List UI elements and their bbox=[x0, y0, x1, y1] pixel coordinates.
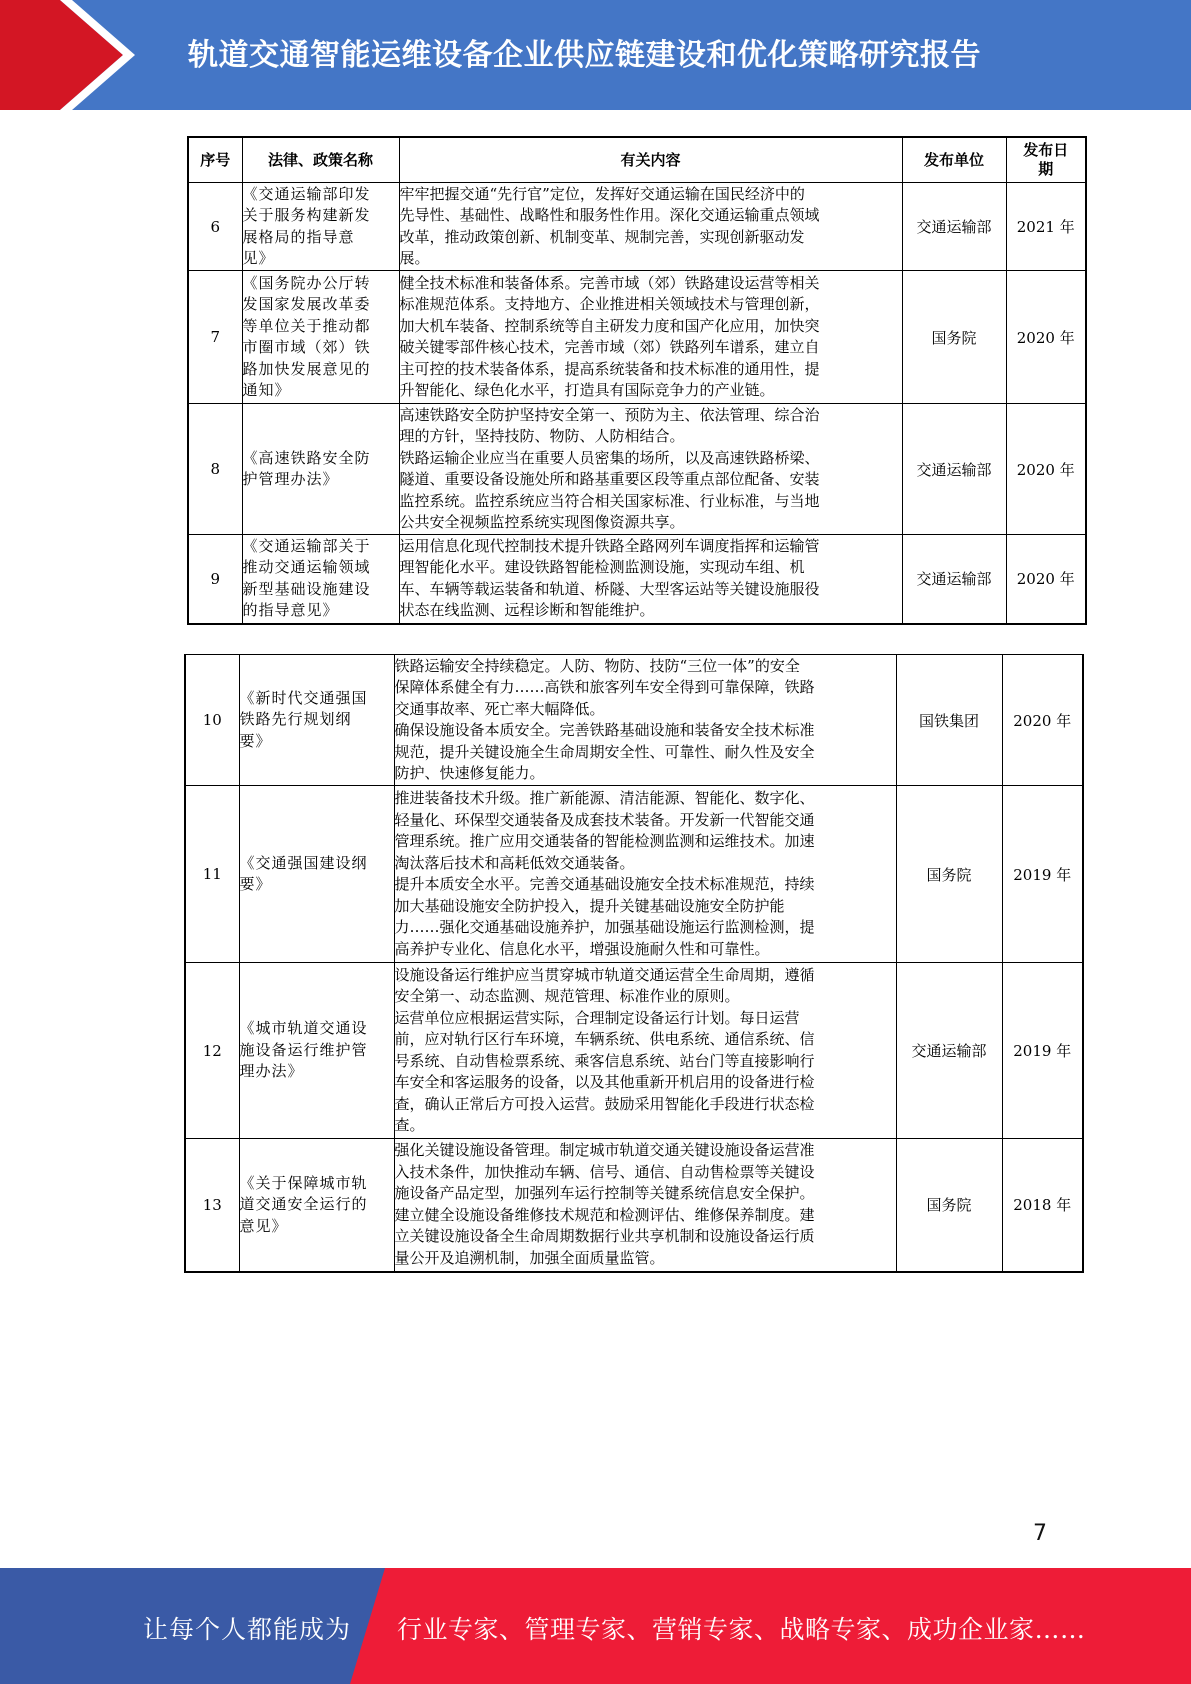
policy-name-line: 见》 bbox=[242, 249, 275, 267]
policy-content-line: 加大机车装备、控制系统等自主研发力度和国产化应用，加快突 bbox=[399, 316, 820, 335]
policy-content-line: 铁路运输安全持续稳定。人防、物防、技防“三位一体”的安全 bbox=[394, 656, 800, 675]
policy-content-line: 立关键设施设备全生命周期数据行业共享机制和设施设备运行质 bbox=[394, 1227, 815, 1246]
policy-name-line: 要》 bbox=[239, 875, 272, 893]
table-row bbox=[185, 963, 1083, 1139]
table-header-row bbox=[188, 137, 1086, 183]
policy-content-line: 确保设施设备本质安全。完善铁路基础设施和装备安全技术标准 bbox=[394, 721, 815, 739]
row-seq-number: 9 bbox=[188, 535, 242, 624]
row-publisher: 交通运输部 bbox=[902, 404, 1006, 535]
policy-table-part2 bbox=[184, 654, 1084, 1273]
row-policy-content bbox=[394, 1139, 896, 1272]
header-arrow-decoration bbox=[0, 0, 150, 110]
policy-name-line: 等单位关于推动都 bbox=[242, 316, 371, 335]
policy-content-line: 管理系统。推广应用交通装备的智能检测监测和运维技术。加速 bbox=[394, 832, 815, 850]
policy-name-line: 理办法》 bbox=[239, 1062, 304, 1081]
policy-name-line: 《国务院办公厅转 bbox=[242, 273, 371, 292]
row-policy-content bbox=[399, 404, 902, 535]
policy-content-line: 运用信息化现代控制技术提升铁路全路网列车调度指挥和运输管 bbox=[399, 536, 820, 555]
policy-content-line: 理的方针，坚持技防、物防、人防相结合。 bbox=[399, 427, 685, 445]
policy-content-line: 铁路运输企业应当在重要人员密集的场所，以及高速铁路桥梁、 bbox=[399, 448, 820, 467]
row-date: 2020 年 bbox=[1006, 404, 1086, 535]
policy-content-line: 安全第一、动态监测、规范管理、标准作业的原则。 bbox=[394, 987, 740, 1005]
policy-name-line: 新型基础设施建设 bbox=[242, 579, 371, 598]
policy-name-line: 市圈市域（郊）铁 bbox=[242, 338, 371, 356]
row-policy-name bbox=[239, 1139, 394, 1272]
row-date: 2021 年 bbox=[1006, 183, 1086, 271]
row-seq-number: 6 bbox=[188, 183, 242, 271]
policy-name-line: 《关于保障城市轨 bbox=[239, 1173, 368, 1192]
row-seq-number: 11 bbox=[185, 786, 239, 963]
policy-content-line: 轻量化、环保型交通装备及成套技术装备。开发新一代智能交通 bbox=[394, 810, 815, 829]
policy-content-line: 状态在线监测、远程诊断和智能维护。 bbox=[399, 601, 655, 620]
policy-name-line: 施设备运行维护管 bbox=[239, 1040, 368, 1059]
row-policy-name bbox=[239, 786, 394, 963]
row-date: 2018 年 bbox=[1002, 1139, 1083, 1272]
policy-name-line: 的指导意见》 bbox=[242, 601, 339, 620]
policy-content-line: 运营单位应根据运营实际，合理制定设备运行计划。每日运营 bbox=[394, 1008, 800, 1027]
table-row bbox=[185, 655, 1083, 786]
policy-content-line: 号系统、自动售检票系统、乘客信息系统、站台门等直接影响行 bbox=[394, 1051, 815, 1070]
policy-content-line: 施设备产品定型，加强列车运行控制等关键系统信息安全保护。 bbox=[394, 1184, 815, 1203]
header-date-text: 发布日期 bbox=[1023, 141, 1069, 178]
row-publisher: 交通运输部 bbox=[902, 535, 1006, 624]
report-title: 轨道交通智能运维设备企业供应链建设和优化策略研究报告 bbox=[188, 38, 981, 73]
policy-name-line: 要》 bbox=[239, 731, 272, 750]
row-policy-name bbox=[242, 535, 399, 624]
row-policy-content bbox=[399, 183, 902, 271]
row-seq-number: 13 bbox=[185, 1139, 239, 1272]
row-policy-content bbox=[394, 655, 896, 786]
policy-name-line: 意见》 bbox=[239, 1216, 288, 1235]
policy-content-line: 规范，提升关键设施全生命周期安全性、可靠性、耐久性及安全 bbox=[394, 742, 815, 761]
policy-name-line: 《交通强国建设纲 bbox=[239, 853, 368, 872]
header-name: 法律、政策名称 bbox=[242, 137, 399, 183]
policy-name-line: 《交通运输部印发 bbox=[242, 184, 371, 203]
header-date bbox=[1006, 137, 1086, 183]
policy-content-line: 牢牢把握交通“先行官”定位，发挥好交通运输在国民经济中的 bbox=[399, 184, 805, 203]
policy-content-line: 建立健全设施设备维修技术规范和检测评估、维修保养制度。建 bbox=[394, 1205, 815, 1224]
header-seq: 序号 bbox=[188, 137, 242, 183]
policy-content-line: 隧道、重要设备设施处所和路基重要区段等重点部位配备、安装 bbox=[399, 470, 820, 488]
row-policy-name bbox=[242, 183, 399, 271]
table-row bbox=[185, 1139, 1083, 1272]
policy-content-line: 健全技术标准和装备体系。完善市域（郊）铁路建设运营等相关 bbox=[399, 273, 820, 292]
row-policy-name bbox=[242, 404, 399, 535]
policy-content-line: 查，确认正常后方可投入运营。鼓励采用智能化手段进行状态检 bbox=[394, 1094, 815, 1113]
policy-name-line: 《交通运输部关于 bbox=[242, 536, 371, 555]
policy-content-line: 展。 bbox=[399, 249, 430, 267]
policy-name-line: 展格局的指导意 bbox=[242, 227, 355, 246]
policy-name-line: 《城市轨道交通设 bbox=[239, 1019, 368, 1038]
policy-content-line: 入技术条件，加快推动车辆、信号、通信、自动售检票等关键设 bbox=[394, 1162, 815, 1181]
header-publisher: 发布单位 bbox=[902, 137, 1006, 183]
policy-content-line: 先导性、基础性、战略性和服务性作用。深化交通运输重点领域 bbox=[399, 206, 820, 224]
row-seq-number: 12 bbox=[185, 963, 239, 1139]
row-policy-content bbox=[394, 963, 896, 1139]
policy-name-line: 通知》 bbox=[242, 381, 291, 399]
policy-content-line: 高养护专业化、信息化水平，增强设施耐久性和可靠性。 bbox=[394, 939, 770, 958]
policy-content-line: 提升本质安全水平。完善交通基础设施安全技术标准规范，持续 bbox=[394, 875, 815, 893]
row-publisher: 国务院 bbox=[896, 786, 1002, 963]
row-publisher: 国铁集团 bbox=[896, 655, 1002, 786]
policy-content-line: 交通事故率、死亡率大幅降低。 bbox=[394, 699, 605, 718]
row-publisher: 交通运输部 bbox=[896, 963, 1002, 1139]
row-seq-number: 10 bbox=[185, 655, 239, 786]
table-row bbox=[188, 271, 1086, 404]
row-publisher: 国务院 bbox=[902, 271, 1006, 404]
policy-content-line: 破关键零部件核心技术，完善市域（郊）铁路列车谱系，建立自 bbox=[399, 338, 820, 356]
row-date: 2019 年 bbox=[1002, 963, 1083, 1139]
policy-name-line: 铁路先行规划纲 bbox=[239, 710, 352, 729]
policy-content-line: 力……强化交通基础设施养护，加强基础设施运行监测检测，提 bbox=[394, 918, 815, 936]
table-row bbox=[188, 404, 1086, 535]
table-row bbox=[188, 183, 1086, 271]
policy-content-line: 监控系统。监控系统应当符合相关国家标准、行业标准，与当地 bbox=[399, 491, 820, 510]
policy-content-line: 公共安全视频监控系统实现图像资源共享。 bbox=[399, 513, 685, 531]
policy-content-line: 理智能化水平。建设铁路智能检测监测设施，实现动车组、机 bbox=[399, 558, 805, 577]
row-date: 2020 年 bbox=[1002, 655, 1083, 786]
row-policy-name bbox=[239, 655, 394, 786]
header-content: 有关内容 bbox=[399, 137, 902, 183]
footer-banner bbox=[0, 1568, 1191, 1684]
row-seq-number: 8 bbox=[188, 404, 242, 535]
policy-content-line: 防护、快速修复能力。 bbox=[394, 764, 545, 782]
policy-name-line: 道交通安全运行的 bbox=[239, 1195, 368, 1213]
header-banner bbox=[0, 0, 1191, 110]
policy-content-line: 主可控的技术装备体系，提高系统装备和技术标准的通用性，提 bbox=[399, 359, 820, 378]
policy-content-line: 标准规范体系。支持地方、企业推进相关领域技术与管理创新， bbox=[399, 295, 820, 313]
policy-content-line: 查。 bbox=[394, 1116, 425, 1134]
row-date: 2020 年 bbox=[1006, 535, 1086, 624]
policy-content-line: 前，应对轨行区行车环境，车辆系统、供电系统、通信系统、信 bbox=[394, 1030, 815, 1048]
policy-content-line: 设施设备运行维护应当贯穿城市轨道交通运营全生命周期，遵循 bbox=[394, 965, 815, 984]
policy-name-line: 《高速铁路安全防 bbox=[242, 448, 371, 467]
table-row bbox=[188, 535, 1086, 624]
policy-content-line: 加大基础设施安全防护投入，提升关键基础设施安全防护能 bbox=[394, 896, 785, 915]
row-publisher: 国务院 bbox=[896, 1139, 1002, 1272]
policy-name-line: 关于服务构建新发 bbox=[242, 206, 371, 224]
policy-content-line: 车安全和客运服务的设备，以及其他重新开机启用的设备进行检 bbox=[394, 1073, 815, 1091]
policy-table-part1 bbox=[187, 136, 1087, 625]
policy-content-line: 升智能化、绿色化水平，打造具有国际竞争力的产业链。 bbox=[399, 381, 775, 399]
table-row bbox=[185, 786, 1083, 963]
row-date: 2019 年 bbox=[1002, 786, 1083, 963]
policy-name-line: 推动交通运输领域 bbox=[242, 558, 371, 577]
row-policy-content bbox=[394, 786, 896, 963]
row-publisher: 交通运输部 bbox=[902, 183, 1006, 271]
row-policy-content bbox=[399, 535, 902, 624]
policy-name-line: 护管理办法》 bbox=[242, 470, 339, 488]
row-policy-name bbox=[242, 271, 399, 404]
footer-slogan-right: 行业专家、管理专家、营销专家、战略专家、成功企业家…… bbox=[397, 1615, 1086, 1644]
policy-content-line: 量公开及追溯机制，加强全面质量监管。 bbox=[394, 1248, 665, 1267]
row-policy-name bbox=[239, 963, 394, 1139]
policy-content-line: 车、车辆等载运装备和轨道、桥隧、大型客运站等关键设施服役 bbox=[399, 579, 820, 598]
policy-content-line: 高速铁路安全防护坚持安全第一、预防为主、依法管理、综合治 bbox=[399, 405, 820, 424]
row-date: 2020 年 bbox=[1006, 271, 1086, 404]
policy-name-line: 发国家发展改革委 bbox=[242, 295, 371, 313]
policy-content-line: 改革，推动政策创新、机制变革、规制完善，实现创新驱动发 bbox=[399, 227, 805, 246]
row-seq-number: 7 bbox=[188, 271, 242, 404]
page-number: 7 bbox=[1033, 1521, 1047, 1546]
policy-content-line: 强化关键设施设备管理。制定城市轨道交通关键设施设备运营准 bbox=[394, 1141, 815, 1160]
policy-name-line: 《新时代交通强国 bbox=[239, 688, 368, 707]
policy-content-line: 推进装备技术升级。推广新能源、清洁能源、智能化、数字化、 bbox=[394, 789, 815, 807]
policy-content-line: 保障体系健全有力……高铁和旅客列车安全得到可靠保障，铁路 bbox=[394, 678, 815, 696]
policy-name-line: 路加快发展意见的 bbox=[242, 359, 371, 378]
footer-slogan-left: 让每个人都能成为 bbox=[143, 1615, 352, 1644]
row-policy-content bbox=[399, 271, 902, 404]
policy-content-line: 淘汰落后技术和高耗低效交通装备。 bbox=[394, 853, 635, 872]
